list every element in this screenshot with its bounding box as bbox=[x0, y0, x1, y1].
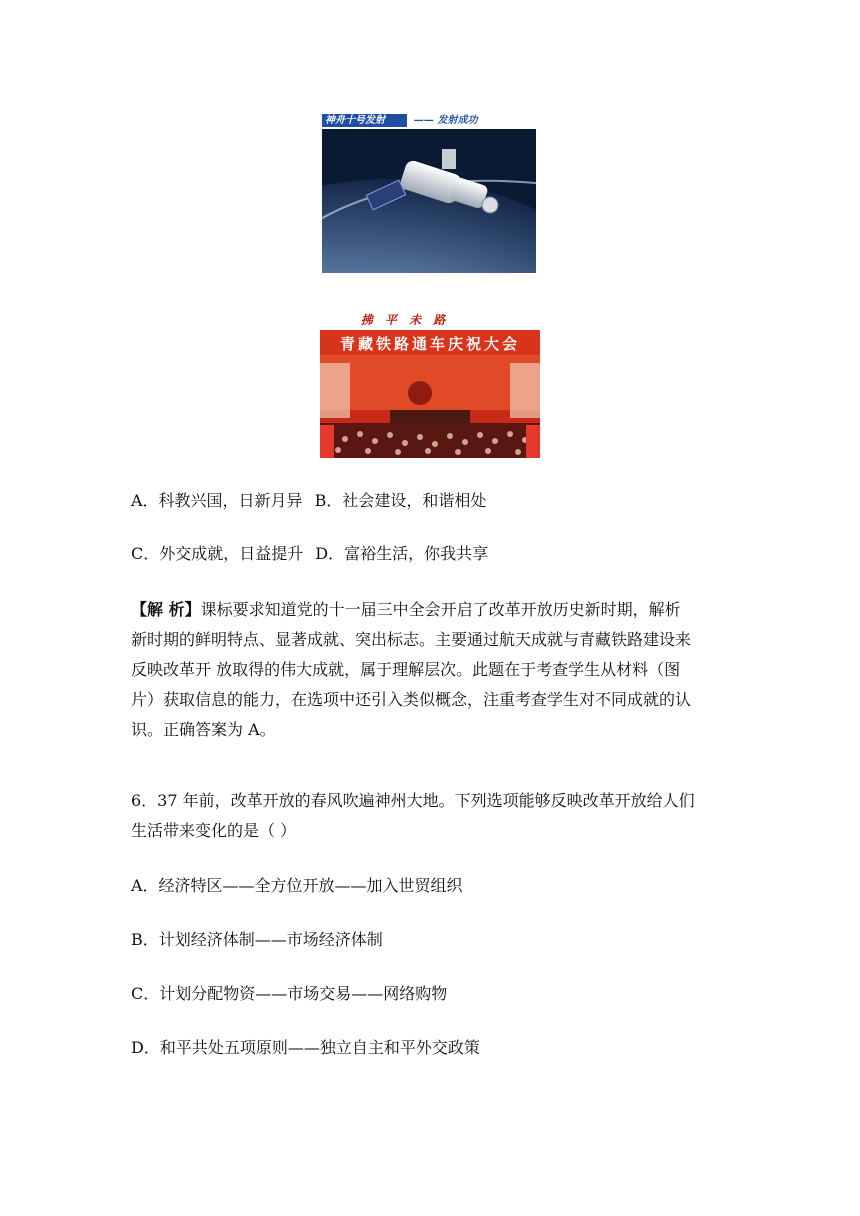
railway-emblem bbox=[408, 381, 432, 405]
q6-option-b: B．计划经济体制——市场经济体制 bbox=[131, 930, 383, 949]
analysis-line: 识。正确答案为 A。 bbox=[131, 720, 276, 739]
q5-option-c: C．外交成就，日益提升 bbox=[131, 544, 304, 563]
analysis-label: 【解 析】 bbox=[131, 600, 201, 619]
q5-option-a: A．科教兴国，日新月异 bbox=[131, 491, 303, 510]
photo-caption-title: 神舟十号发射 bbox=[322, 114, 407, 127]
q5-options-row-1 bbox=[131, 491, 486, 511]
spacecraft-photo bbox=[322, 113, 536, 273]
ceremony-header-calligraphy: 拂 平 未 路 bbox=[360, 313, 450, 327]
q6-stem bbox=[131, 786, 731, 846]
q5-option-b: B．社会建设，和谐相处 bbox=[314, 491, 487, 510]
ceremony-illustration bbox=[320, 355, 540, 458]
q6-stem-line: 6．37 年前，改革开放的春风吹遍神州大地。下列选项能够反映改革开放给人们 bbox=[131, 791, 695, 810]
q6-option-a: A．经济特区——全方位开放——加入世贸组织 bbox=[131, 876, 463, 895]
q6-option-c: C．计划分配物资——市场交易——网络购物 bbox=[131, 984, 448, 1003]
photo-caption-subtitle: —— 发射成功 bbox=[414, 115, 478, 126]
railway-ceremony-photo bbox=[320, 330, 540, 458]
analysis-line: 新时期的鲜明特点、显著成就、突出标志。主要通过航天成就与青藏铁路建设来 bbox=[131, 630, 692, 649]
q5-option-d: D．富裕生活，你我共享 bbox=[315, 544, 489, 563]
analysis-line: 片）获取信息的能力，在选项中还引入类似概念，注重考查学生对不同成就的认 bbox=[131, 690, 692, 709]
q5-options-row-2 bbox=[131, 544, 488, 564]
ceremony-banner: 青藏铁路通车庆祝大会 bbox=[339, 335, 520, 353]
analysis-line: 反映改革开 放取得的伟大成就，属于理解层次。此题在于考查学生从材料（图 bbox=[131, 660, 681, 679]
analysis-paragraph bbox=[131, 595, 731, 745]
analysis-line: 课标要求知道党的十一届三中全会开启了改革开放历史新时期，解析 bbox=[200, 600, 681, 619]
q6-stem-line: 生活带来变化的是（ ） bbox=[131, 821, 297, 840]
photo-caption-bar bbox=[322, 113, 536, 129]
spacecraft-illustration bbox=[322, 129, 536, 273]
q6-option-d: D．和平共处五项原则——独立自主和平外交政策 bbox=[131, 1038, 480, 1057]
